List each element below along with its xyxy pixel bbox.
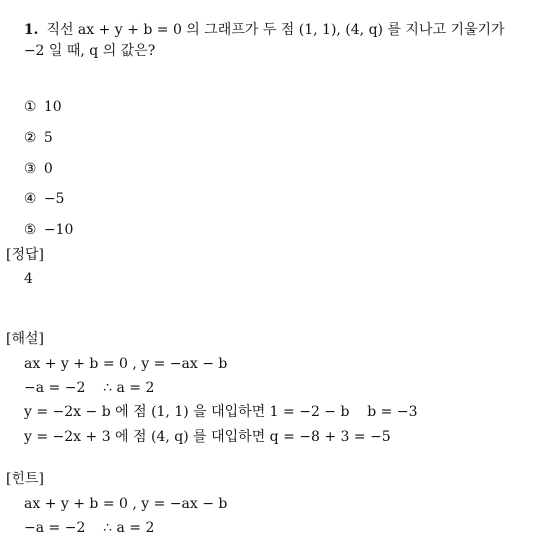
choice-mark-1: ① <box>23 99 37 115</box>
choice-mark-5: ⑤ <box>23 222 37 238</box>
choice-text-5: −10 <box>43 222 74 238</box>
choice-mark-2: ② <box>23 130 37 146</box>
explanation-line-2: −a = −2 ∴ a = 2 <box>24 380 155 396</box>
choice-text-4: −5 <box>43 191 65 207</box>
question-text-line-2: −2 일 때, q 의 값은? <box>23 43 156 59</box>
choice-mark-4: ④ <box>23 191 37 207</box>
hint-line-1: ax + y + b = 0 , y = −ax − b <box>24 496 228 512</box>
choice-text-2: 5 <box>43 130 53 146</box>
choice-text-1: 10 <box>43 99 62 115</box>
explanation-title: [해설] <box>6 331 44 347</box>
explanation-line-4: y = −2x + 3 에 점 (4, q) 를 대입하면 q = −8 + 3 = −5 <box>24 429 391 445</box>
choice-mark-3: ③ <box>23 161 37 177</box>
explanation-line-1: ax + y + b = 0 , y = −ax − b <box>24 356 228 372</box>
question-number: 1. <box>23 22 39 38</box>
hint-line-2: −a = −2 ∴ a = 2 <box>24 520 155 536</box>
answer-value: 4 <box>24 271 33 287</box>
explanation-line-3: y = −2x − b 에 점 (1, 1) 을 대입하면 1 = −2 − b b = −3 <box>24 404 418 420</box>
choice-text-3: 0 <box>43 161 53 177</box>
answer-title: [정답] <box>6 247 44 263</box>
question-text-line-1: 직선 ax + y + b = 0 의 그래프가 두 점 (1, 1), (4, q) 를 지나고 기울기가 <box>46 22 505 38</box>
question-line-2 <box>6 24 155 78</box>
hint-title: [힌트] <box>6 471 44 487</box>
